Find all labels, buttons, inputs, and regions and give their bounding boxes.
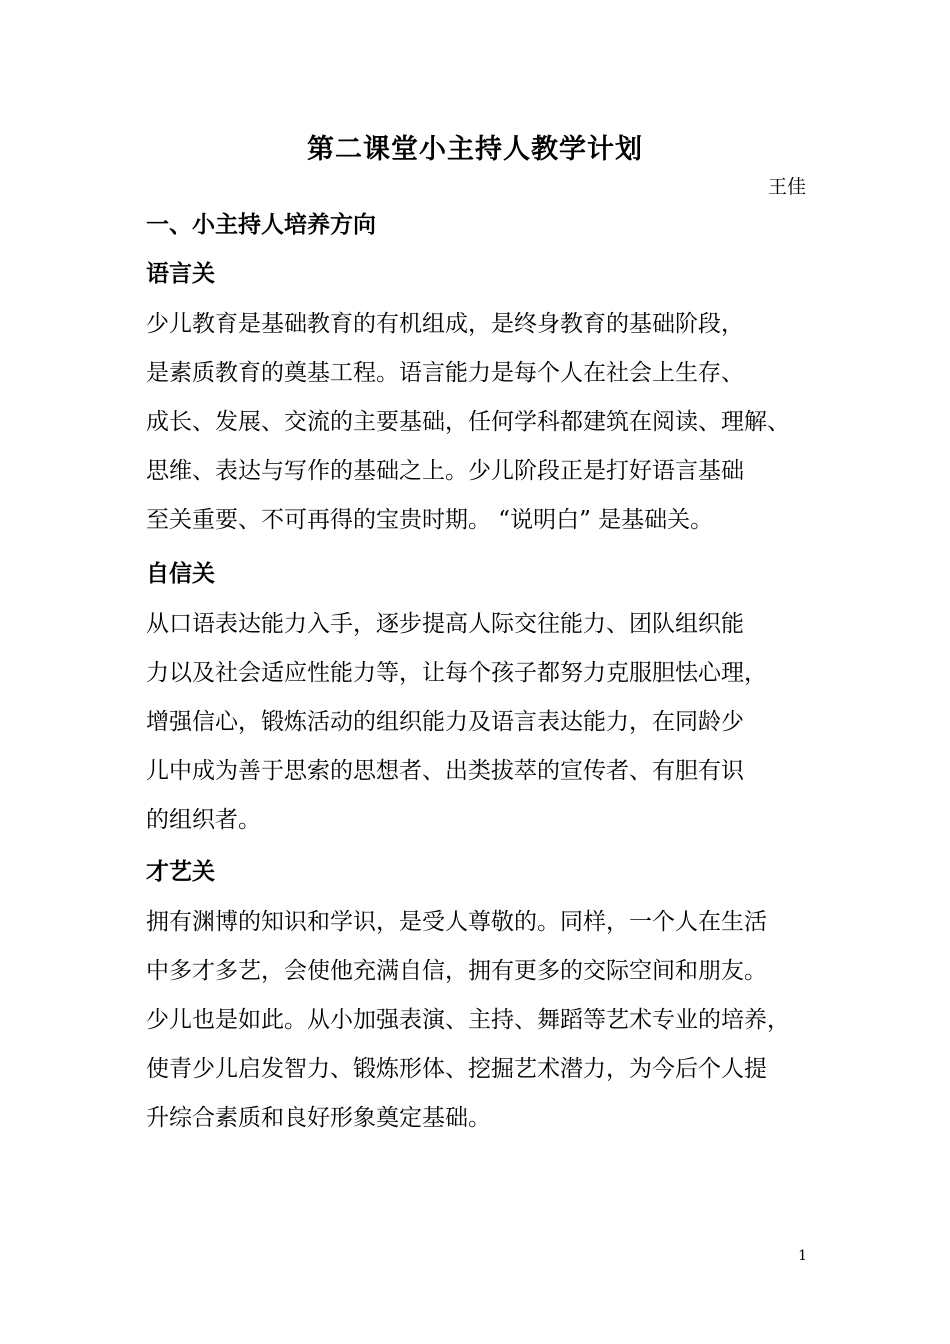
paragraph-line: 儿中成为善于思索的思想者、出类拔萃的宣传者、有胆有识 — [146, 758, 744, 784]
paragraph-line: 中多才多艺，会使他充满自信，拥有更多的交际空间和朋友。 — [146, 958, 767, 984]
paragraph-talent — [146, 898, 826, 1143]
paragraph-line: 拥有渊博的知识和学识，是受人尊敬的。同样，一个人在生活 — [146, 909, 767, 935]
paragraph-line: 是素质教育的奠基工程。语言能力是每个人在社会上生存、 — [146, 360, 744, 386]
paragraph-language — [146, 300, 826, 545]
paragraph-line: 成长、发展、交流的主要基础，任何学科都建筑在阅读、理解、 — [146, 409, 790, 435]
paragraph-line: 少儿也是如此。从小加强表演、主持、舞蹈等艺术专业的培养， — [146, 1007, 790, 1033]
paragraph-confidence — [146, 600, 826, 845]
paragraph-line: 的组织者。 — [146, 807, 261, 833]
paragraph-line: 思维、表达与写作的基础之上。少儿阶段正是打好语言基础 — [146, 458, 744, 484]
subsection-heading-language: 语言关 — [146, 261, 215, 287]
document-title: 第二课堂小主持人教学计划 — [307, 134, 643, 165]
paragraph-line: 从口语表达能力入手，逐步提高人际交往能力、团队组织能 — [146, 611, 744, 637]
subsection-heading-talent: 才艺关 — [146, 859, 215, 885]
paragraph-line: 增强信心，锻炼活动的组织能力及语言表达能力，在同龄少 — [146, 709, 744, 735]
page-number: 1 — [798, 1248, 807, 1264]
paragraph-line: 使青少儿启发智力、锻炼形体、挖掘艺术潜力，为今后个人提 — [146, 1056, 767, 1082]
paragraph-line: 至关重要、不可再得的宝贵时期。 “说明白” 是基础关。 — [146, 507, 714, 533]
subsection-heading-confidence: 自信关 — [146, 561, 215, 587]
paragraph-line: 升综合素质和良好形象奠定基础。 — [146, 1105, 491, 1131]
section-heading: 一、小主持人培养方向 — [146, 212, 376, 238]
paragraph-line: 少儿教育是基础教育的有机组成，是终身教育的基础阶段， — [146, 311, 744, 337]
author-name: 王佳 — [767, 176, 806, 198]
paragraph-line: 力以及社会适应性能力等，让每个孩子都努力克服胆怯心理， — [146, 660, 767, 686]
